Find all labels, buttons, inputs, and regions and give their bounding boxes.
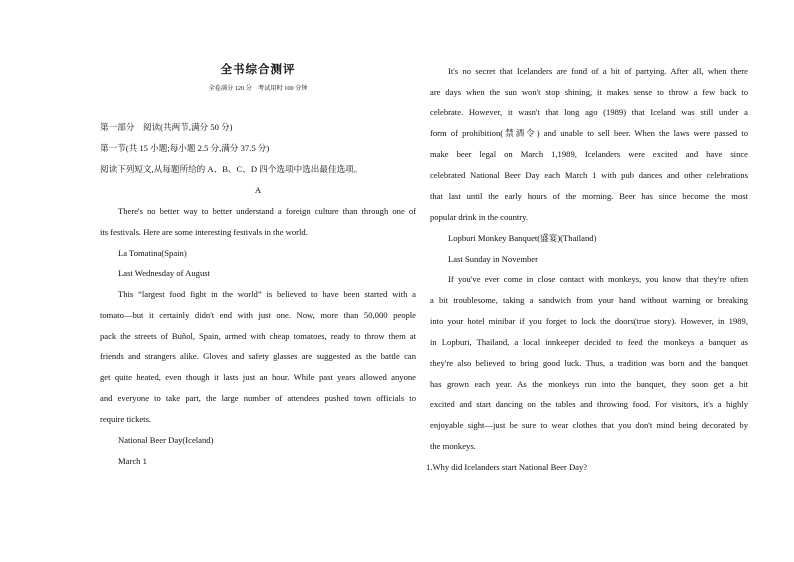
page-title: 全书综合测评 [220,64,296,76]
paragraph-line: popular drink in the country. [430,212,529,222]
paragraph-line: they're also believed to bring good luck. Thus, a tradition was born and the banquet [430,358,748,368]
paragraph-line: enjoyable sight—just be sure to wear clothes that you don't mind being decorated by [430,420,748,430]
paragraph-line: require tickets. [100,414,152,424]
festival-date: Last Wednesday of August [118,268,210,278]
paragraph-line: celebrated National Beer Day each March 1 with pub dances and other celebrations [430,170,748,180]
paragraph-line: make beer legal on March 1,1989, Icelanders were excited and have since [430,149,748,159]
paragraph-line: tomato—but it certainly didn't end with just one. Now, more than 50,000 people [100,310,416,320]
section-heading: 第一节(共 15 小题;每小题 2.5 分,满分 37.5 分) [100,143,270,153]
paragraph-line: This “largest food fight in the world” is believed to have been started with a [118,289,416,299]
paragraph-line: and everyone to take part, the large number of attendees pushed town officials to [100,393,416,403]
paragraph-line: friends and strangers alike. Gloves and safety glasses are suggested as the battle can [100,351,416,361]
paragraph-line: pack the streets of Buñol, Spain, armed with cheap tomatoes, ready to throw them at [100,331,416,341]
festival-date: Last Sunday in November [448,254,538,264]
festival-name: La Tomatina(Spain) [118,248,187,258]
paragraph-line: excited and start dancing on the tables and throwing food. For visitors, it's a highly [430,399,748,409]
paragraph-line: into your hotel minibar if you forget to lock the doors(true story). However, in 1989, [430,316,748,326]
paragraph-line: its festivals. Here are some interesting festivals in the world. [100,227,308,237]
paragraph-line: are days when the sun won't stop shining, it makes sense to throw a few back to [430,87,748,97]
paragraph-line: It's no secret that Icelanders are fond of a bit of partying. After all, when there [448,66,748,76]
festival-name: Lopburi Monkey Banquet(盛宴)(Thailand) [448,233,597,243]
paragraph-line: There's no better way to better understand a foreign culture than through one of [118,206,416,216]
paragraph-line: the monkeys. [430,441,476,451]
festival-name: National Beer Day(Iceland) [118,435,214,445]
passage-letter: A [254,185,262,195]
paragraph-line: get quite heated, even though it lasts just an hour. While past years allowed anyone [100,372,416,382]
paragraph-line: form of prohibition(禁酒令) and unable to sell beer. When the laws were passed to [430,128,748,138]
paragraph-line: celebrate. However, it wasn't that long ago (1989) that Iceland was still under a [430,107,748,117]
question-1: 1.Why did Icelanders start National Beer Day? [426,462,588,472]
paragraph-line: has grown each year. As the monkeys run into the banquet, they soon get a bit [430,379,748,389]
festival-date: March 1 [118,456,147,466]
paragraph-line: a bit troublesome, taking a sandwich from your hand without warning or breaking [430,295,748,305]
paragraph-line: in Lopburi, Thailand, a local innkeeper decided to feed the monkeys a banquet as [430,337,748,347]
paragraph-line: If you've ever come in close contact with monkeys, you know that they're often [448,274,748,284]
exam-info: 全卷满分 120 分 考试用时 100 分钟 [208,85,308,92]
instruction-text: 阅读下列短文,从每题所给的 A、B、C、D 四个选项中选出最佳选项。 [100,164,363,174]
part-heading: 第一部分 阅读(共两节,满分 50 分) [100,122,233,132]
paragraph-line: that last until the early hours of the morning. Beer has since become the most [430,191,748,201]
